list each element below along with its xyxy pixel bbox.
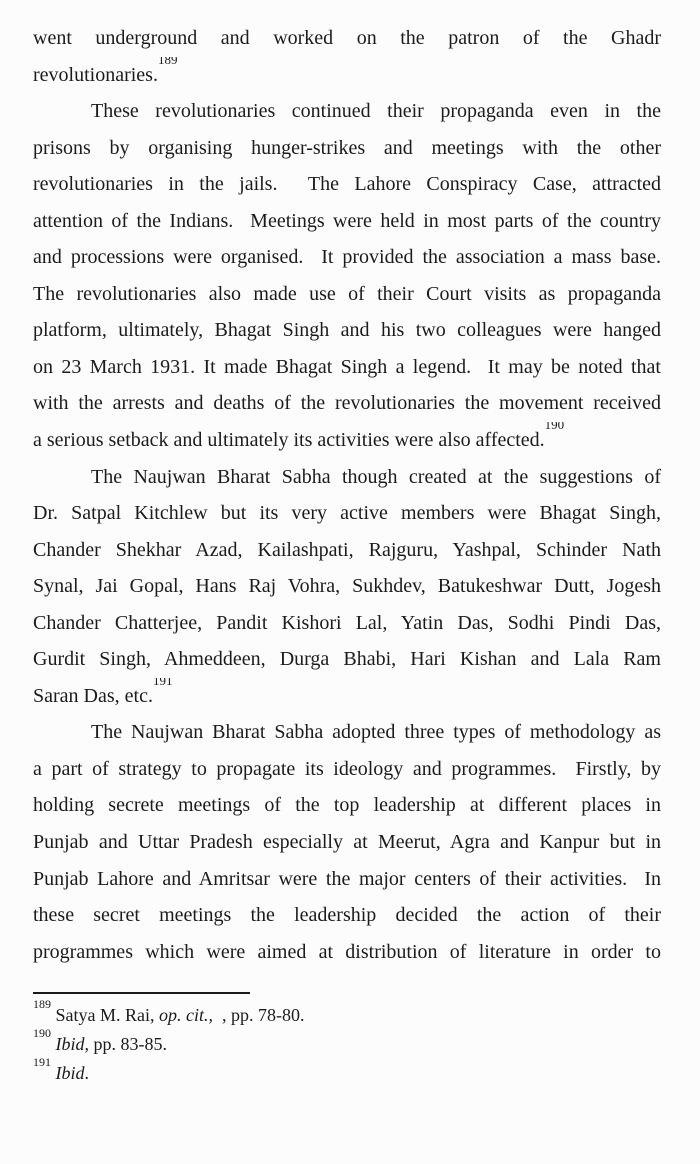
- text-line: revolutionaries in the jails. The Lahore Conspiracy Case, attracted: [33, 173, 661, 196]
- footnote-item: [33, 1055, 661, 1088]
- footnote-text-segment: , pp. 78-80.: [213, 1005, 305, 1025]
- text-line: Saran Das, etc.$^{191}$: [33, 678, 661, 715]
- text-line: went underground and worked on the patron of the Ghadr: [33, 27, 661, 49]
- text-line: a serious setback and ultimately its activities were also affected.$^{190}$: [33, 422, 661, 459]
- text-line: revolutionaries.$^{189}$: [33, 57, 661, 94]
- text-line: Punjab Lahore and Amritsar were the major centers of their activities. In: [33, 867, 661, 890]
- text-line: The Naujwan Bharat Sabha though created at the suggestions of: [91, 465, 661, 488]
- body-text: [33, 20, 661, 970]
- text-line: Dr. Satpal Kitchlew but its very active members were Bhagat Singh,: [33, 502, 661, 525]
- text-line: The Naujwan Bharat Sabha adopted three types of methodology as: [91, 721, 661, 744]
- text-line: Punjab and Uttar Pradesh especially at Meerut, Agra and Kanpur but in: [33, 831, 661, 854]
- footnote-ref: 191: [152, 677, 173, 689]
- text-line: programmes which were aimed at distribution of literature in order to: [33, 940, 661, 963]
- text-line: a part of strategy to propagate its ideology and programmes. Firstly, by: [33, 757, 661, 780]
- text-line: on 23 March 1931. It made Bhagat Singh a legend. It may be noted that: [33, 355, 661, 378]
- text-line: platform, ultimately, Bhagat Singh and his two colleagues were hanged: [33, 319, 661, 342]
- footnote-text-segment: op. cit.,: [159, 1005, 213, 1025]
- footnote-text-segment: Satya M. Rai,: [55, 1005, 159, 1025]
- text-line: attention of the Indians. Meetings were held in most parts of the country: [33, 209, 661, 232]
- footnotes-section: [33, 992, 661, 1088]
- footnote-text-segment: pp. 83-85.: [89, 1034, 167, 1054]
- footnote-list: [33, 997, 661, 1088]
- text-line: Chander Shekhar Azad, Kailashpati, Rajguru, Yashpal, Schinder Nath: [33, 538, 661, 561]
- footnote-number: 191: [33, 1055, 51, 1069]
- footnote-item: [33, 1026, 661, 1059]
- text-line: with the arrests and deaths of the revolutionaries the movement received: [33, 392, 661, 415]
- text-line: holding secrete meetings of the top leadership at different places in: [33, 794, 661, 817]
- text-line: The revolutionaries also made use of their Court visits as propaganda: [33, 282, 661, 305]
- text-line: prisons by organising hunger-strikes and meetings with the other: [33, 136, 661, 159]
- footnote-text-segment: Ibid: [55, 1063, 85, 1083]
- text-line: Chander Chatterjee, Pandit Kishori Lal, Yatin Das, Sodhi Pindi Das,: [33, 611, 661, 634]
- footnote-ref: 189: [157, 56, 178, 67]
- text-line: These revolutionaries continued their propaganda even in the: [91, 100, 661, 123]
- text-line: Synal, Jai Gopal, Hans Raj Vohra, Sukhdev, Batukeshwar Dutt, Jogesh: [33, 575, 661, 598]
- footnote-item: [33, 997, 661, 1030]
- footnote-separator: [33, 992, 250, 994]
- footnote-number: 190: [33, 1026, 51, 1040]
- text-line: Gurdit Singh, Ahmeddeen, Durga Bhabi, Hari Kishan and Lala Ram: [33, 648, 661, 671]
- footnote-ref: 190: [544, 422, 565, 433]
- text-line: and processions were organised. It provided the association a mass base.: [33, 246, 661, 269]
- footnote-number: 189: [33, 997, 51, 1011]
- footnote-text-segment: Ibid,: [55, 1034, 89, 1054]
- footnote-text-segment: .: [84, 1063, 89, 1083]
- text-line: these secret meetings the leadership decided the action of their: [33, 904, 661, 927]
